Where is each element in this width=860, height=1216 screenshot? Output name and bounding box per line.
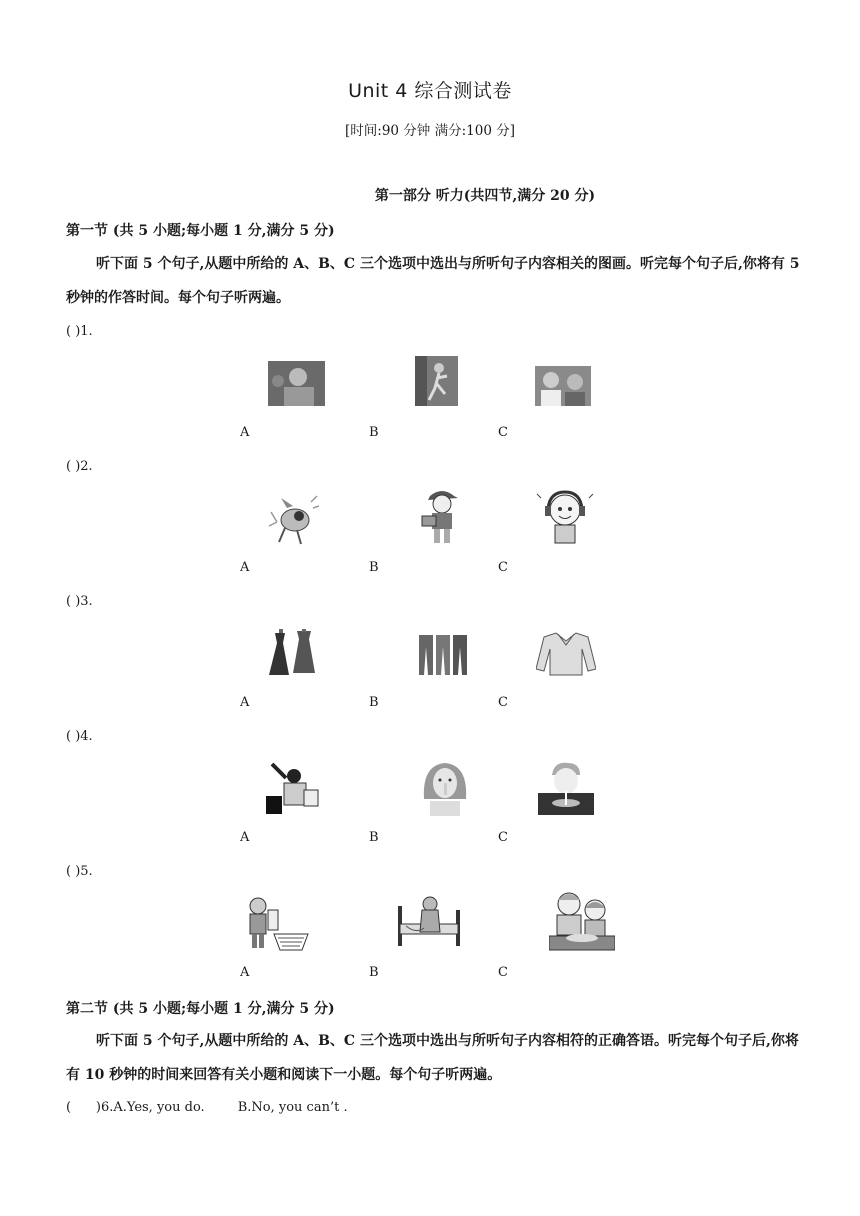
section2-instruction: 听下面 5 个句子,从题中所给的 A、B、C 三个选项中选出与所听句子内容相符的正确答语。听完每个句子后,你将有 10 秒钟的时间来回答有关小题和阅读下一小题。每个句子听两遍。 <box>66 1033 799 1083</box>
q2-option-a: A <box>240 560 250 575</box>
q2-option-b: B <box>369 560 379 575</box>
question-2-label: ( )2. <box>66 459 93 474</box>
q1-option-a: A <box>240 425 250 440</box>
q3-option-a: A <box>240 695 250 710</box>
q1-option-c: C <box>498 425 508 440</box>
sweater-icon <box>536 631 596 677</box>
girl-making-bed-cartoon-icon <box>396 896 462 948</box>
photo-people-icon <box>268 361 325 406</box>
photo-runner-icon <box>415 356 458 406</box>
section2-heading: 第二节 (共 5 小题;每小题 1 分,满分 5 分) <box>66 1001 335 1017</box>
page-title: Unit 4 综合测试卷 <box>348 80 512 102</box>
boy-eating-icon <box>538 759 594 815</box>
man-raising-hand-icon <box>266 762 322 814</box>
kids-washing-dishes-cartoon-icon <box>549 890 615 952</box>
question-3-label: ( )3. <box>66 594 93 609</box>
section1-instruction: 听下面 5 个句子,从题中所给的 A、B、C 三个选项中选出与所听句子内容相关的图画。听完每个句子后,你将有 5 秒钟的作答时间。每个句子听两遍。 <box>66 256 800 306</box>
girl-headphones-cartoon-icon <box>535 488 595 546</box>
bird-cartoon-icon <box>267 492 321 546</box>
q1-option-b: B <box>369 425 379 440</box>
q4-option-b: B <box>369 830 379 845</box>
question-6: ( )6.A.Yes, you do. B.No, you can’t . <box>66 1100 348 1115</box>
q2-option-c: C <box>498 560 508 575</box>
question-1-label: ( )1. <box>66 324 93 339</box>
q3-option-c: C <box>498 695 508 710</box>
dresses-icon <box>267 629 319 677</box>
photo-children-icon <box>535 366 591 406</box>
girl-finger-lips-icon <box>418 759 472 816</box>
part-title: 第一部分 听力(共四节,满分 20 分) <box>374 188 596 204</box>
question-5-label: ( )5. <box>66 864 93 879</box>
q5-option-b: B <box>369 965 379 980</box>
q4-option-c: C <box>498 830 508 845</box>
q3-option-b: B <box>369 695 379 710</box>
jeans-icon <box>417 633 469 675</box>
exam-meta: [时间:90 分钟 满分:100 分] <box>345 123 515 139</box>
boy-cap-cartoon-icon <box>418 486 462 546</box>
q4-option-a: A <box>240 830 250 845</box>
question-4-label: ( )4. <box>66 729 93 744</box>
girl-laundry-cartoon-icon <box>244 896 310 952</box>
section1-heading: 第一节 (共 5 小题;每小题 1 分,满分 5 分) <box>66 223 335 239</box>
q5-option-a: A <box>240 965 250 980</box>
q5-option-c: C <box>498 965 508 980</box>
